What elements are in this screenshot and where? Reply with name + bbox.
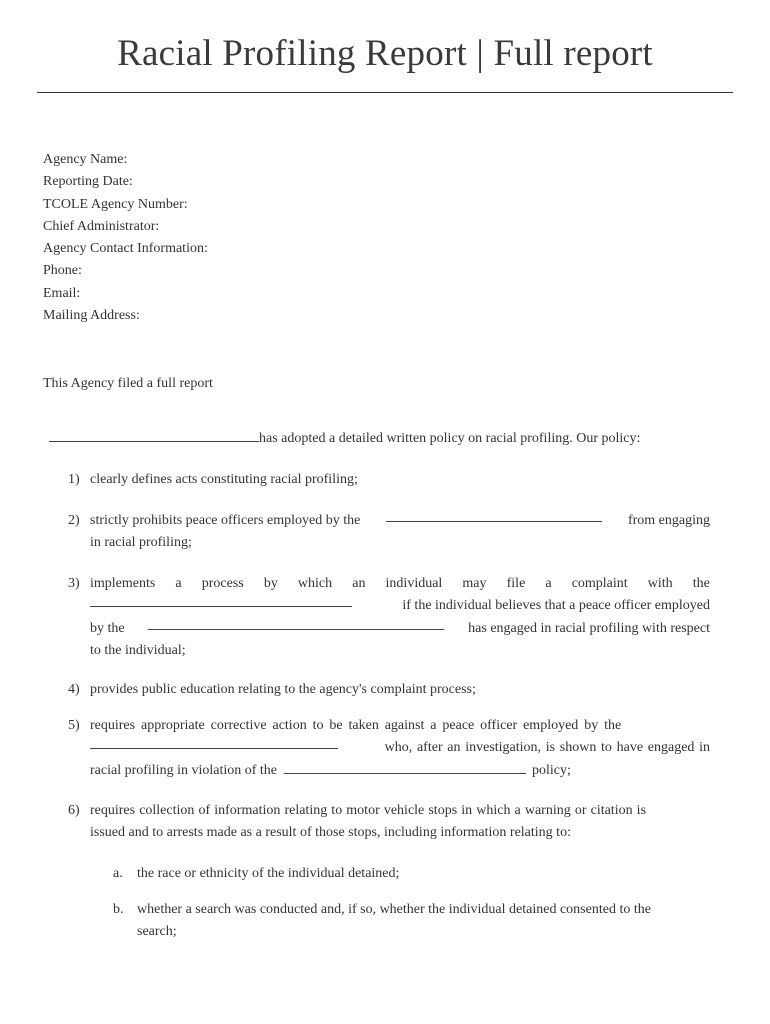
subitem-letter: a. (113, 866, 123, 881)
field-chief-administrator: Chief Administrator: (43, 218, 160, 234)
policy-subitem-a (113, 863, 713, 885)
item-text: who, after an investigation, is shown to have engaged in (384, 740, 710, 756)
title-divider (37, 92, 733, 93)
policy-item-1 (68, 469, 710, 491)
item-number: 1) (68, 472, 80, 487)
field-mailing-address: Mailing Address: (43, 308, 140, 324)
item-number: 2) (68, 513, 80, 528)
policy-intro-text: has adopted a detailed written policy on racial profiling. Our policy: (259, 431, 641, 446)
item-text: if the individual believes that a peace officer employed (402, 598, 710, 614)
policy-item-2 (68, 510, 710, 555)
filed-statement: This Agency filed a full report (43, 376, 213, 391)
agency-blank-line (90, 595, 352, 607)
page-title: Racial Profiling Report | Full report (117, 33, 653, 74)
policy-item-6 (68, 800, 710, 845)
item-justified-line: implements a process by which an individual may file a complaint with the (90, 576, 710, 591)
agency-blank-line (148, 618, 444, 630)
policy-intro (49, 430, 640, 447)
item-text: racial profiling in violation of the (90, 762, 278, 778)
subitem-text: search; (137, 924, 177, 940)
item-number: 3) (68, 576, 80, 591)
policy-item-5 (68, 715, 710, 782)
field-agency-name: Agency Name: (43, 152, 128, 167)
subitem-letter: b. (113, 902, 124, 917)
item-number: 4) (68, 682, 80, 697)
field-phone: Phone: (43, 263, 82, 279)
agency-info-fields (43, 149, 208, 327)
agency-blank-line (90, 737, 338, 749)
field-tcole-agency-number: TCOLE Agency Number: (43, 196, 188, 212)
item-text: issued and to arrests made as a result of those stops, including information relating to: (90, 825, 571, 841)
field-email: Email: (43, 285, 81, 301)
agency-blank-line (284, 762, 526, 774)
item-text: by the (90, 620, 125, 636)
agency-blank-line (49, 430, 259, 442)
item-text: provides public education relating to the agency's complaint process; (90, 682, 476, 697)
item-number: 5) (68, 718, 80, 733)
item-text: to the individual; (90, 642, 186, 658)
item-number: 6) (68, 803, 80, 818)
policy-item-4 (68, 679, 710, 701)
item-text: requires appropriate corrective action to be taken against a peace officer employed by the (90, 718, 622, 733)
item-text: in racial profiling; (90, 535, 192, 551)
item-text: policy; (532, 762, 571, 778)
agency-blank-line (386, 510, 602, 522)
subitem-text: whether a search was conducted and, if so, whether the individual detained consented to the (137, 902, 651, 917)
item-text: has engaged in racial profiling with respect (468, 620, 710, 636)
item-text: requires collection of information relating to motor vehicle stops in which a warning or citation is (90, 803, 647, 818)
policy-item-3 (68, 573, 710, 662)
field-agency-contact-information: Agency Contact Information: (43, 241, 208, 257)
field-reporting-date: Reporting Date: (43, 174, 133, 190)
subitem-text: the race or ethnicity of the individual detained; (137, 866, 400, 881)
item-text: from engaging (627, 513, 710, 528)
policy-subitem-b (113, 899, 713, 944)
item-text: clearly defines acts constituting racial profiling; (90, 472, 358, 487)
item-text: strictly prohibits peace officers employed by the (90, 513, 361, 528)
